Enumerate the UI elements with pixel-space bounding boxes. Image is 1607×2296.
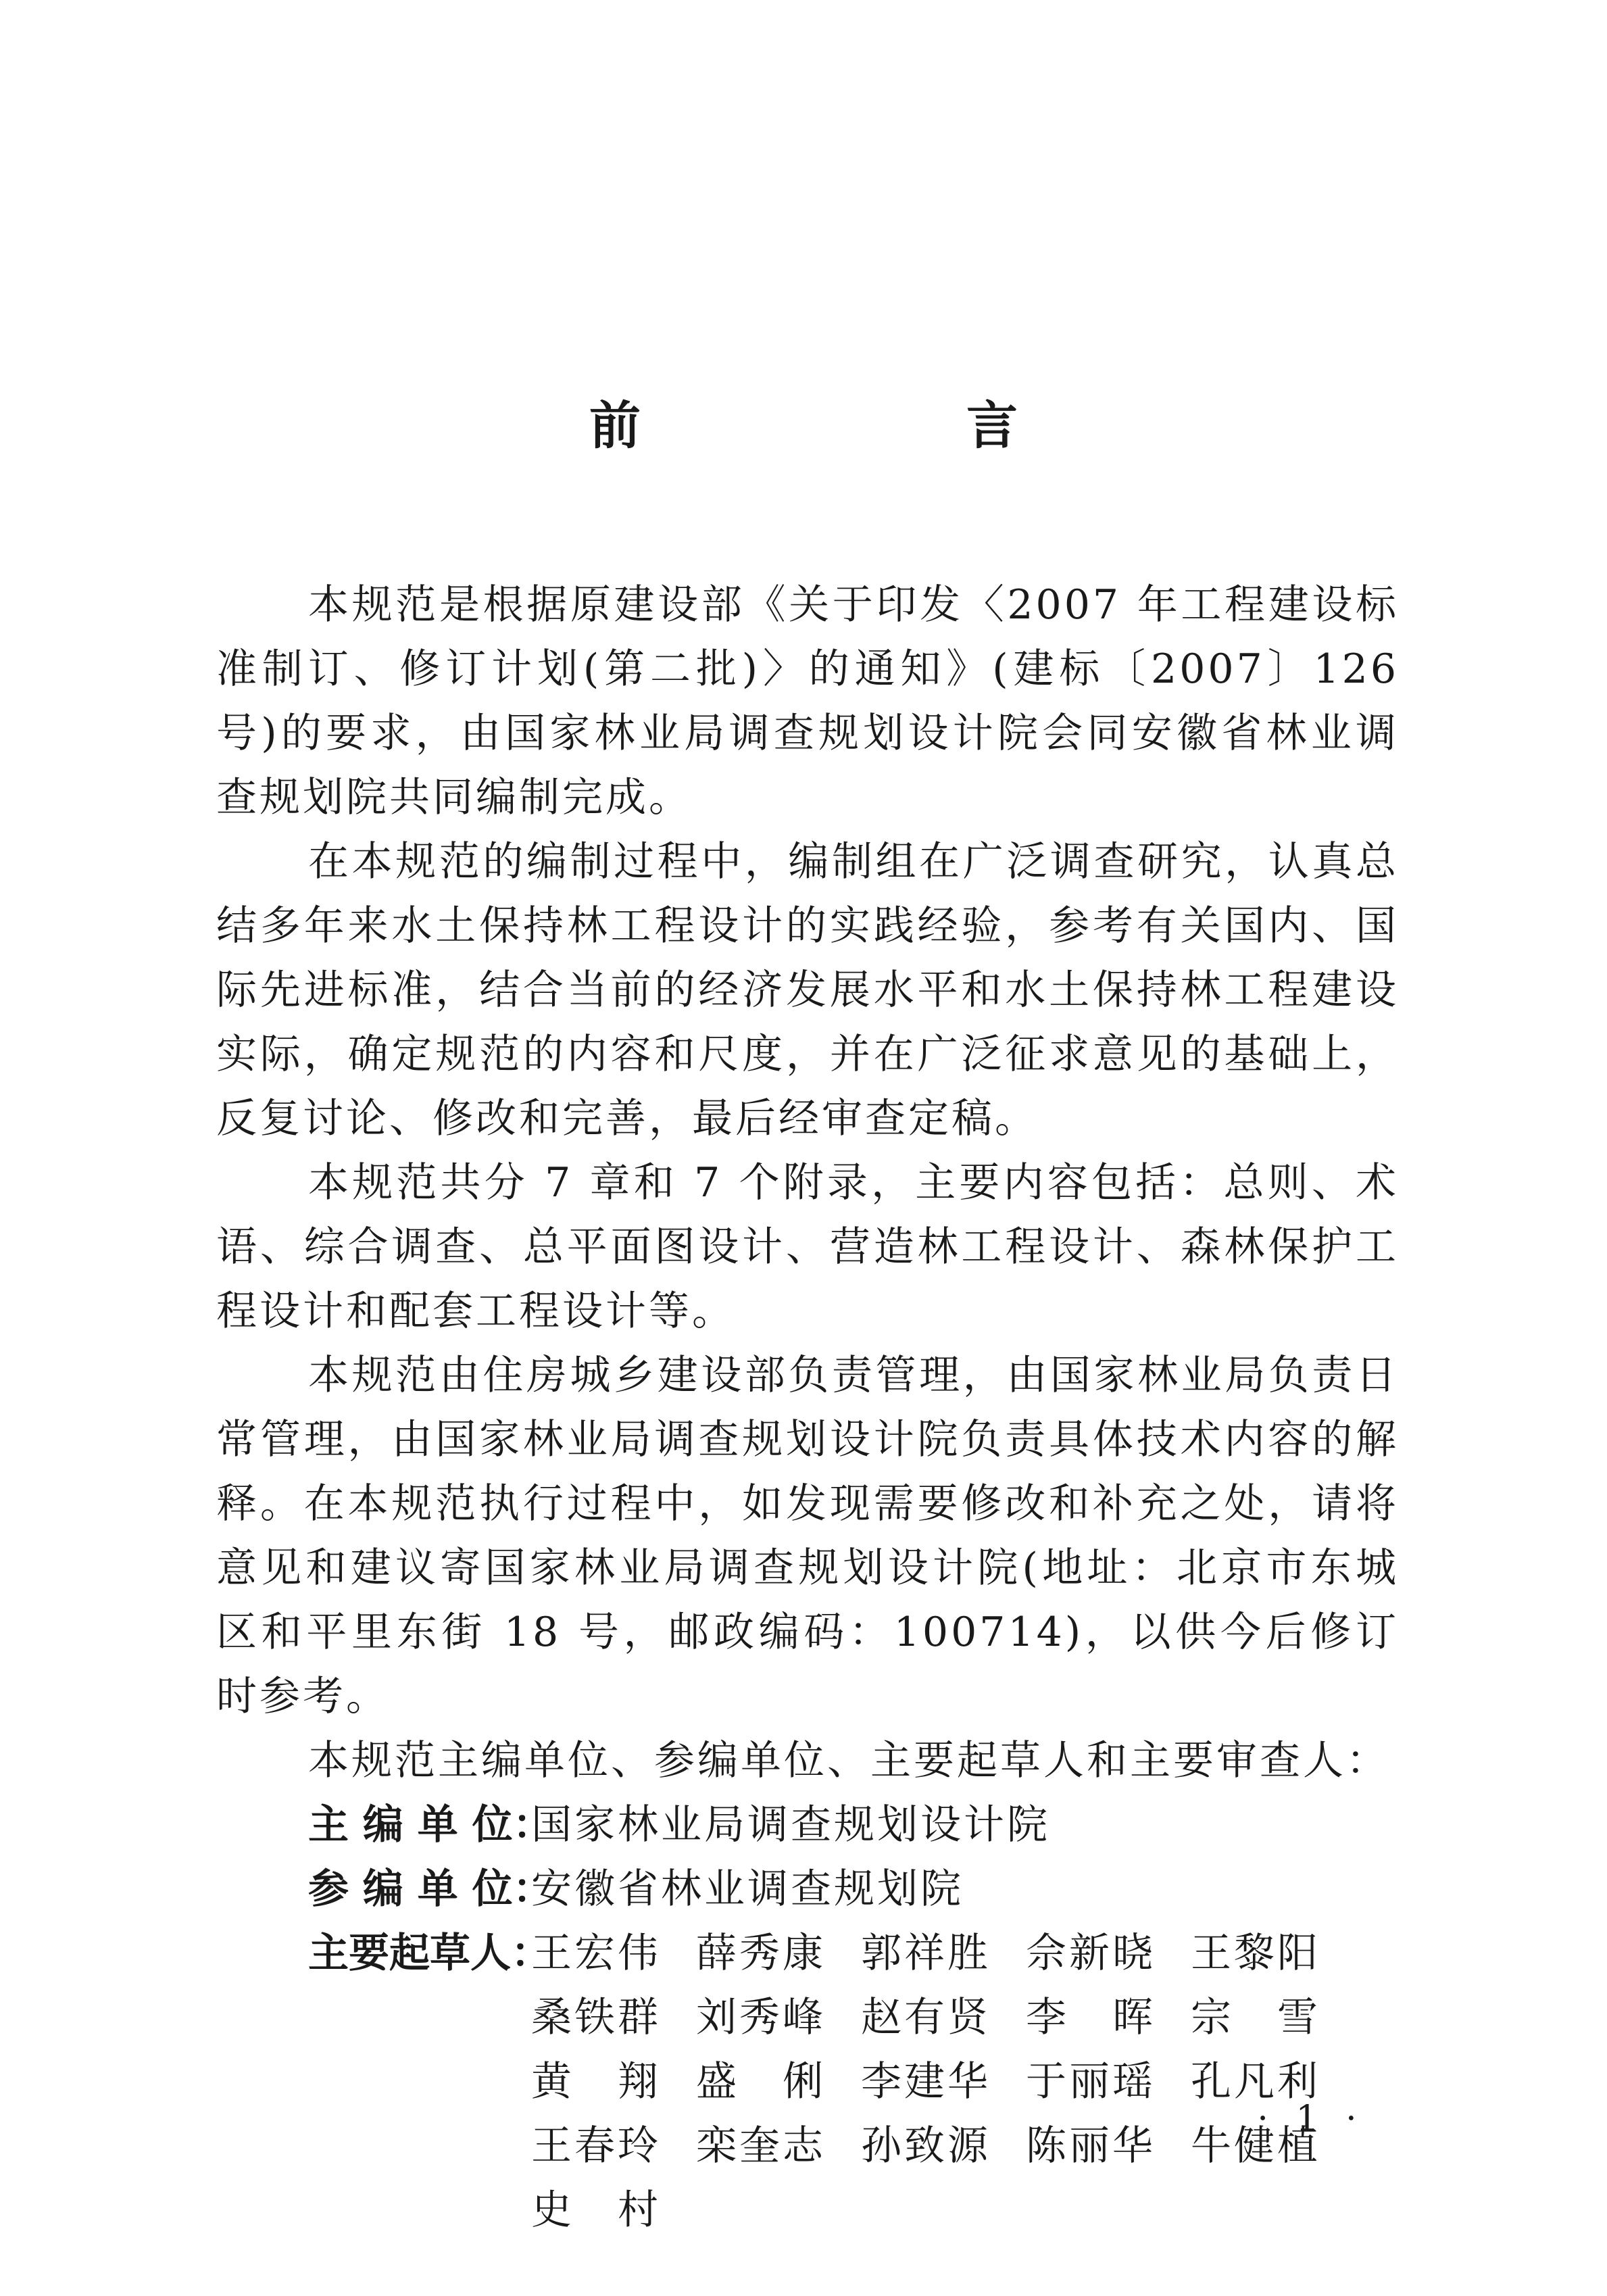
drafter-name: 于丽瑶 [1026,2058,1156,2105]
drafter-name: 王黎阳 [1191,1930,1320,1977]
drafter-name: 李 晖 [1026,1994,1156,2041]
paragraph-process: 在本规范的编制过程中，编制组在广泛调查研究，认真总结多年来水土保持林工程设计的实践经验，参考有关国内、国际先进标准，结合当前的经济发展水平和水土保持林工程建设实际，确定规范的内容和尺度，并在广泛征求意见的基础上，反复讨论、修改和完善，最后经审查定稿。 [216,838,1399,1142]
drafter-name: 陈丽华 [1026,2122,1156,2170]
drafter-name: 郭祥胜 [861,1930,991,1977]
paragraph-management: 本规范由住房城乡建设部负责管理，由国家林业局负责日常管理，由国家林业局调查规划设计院负责具体技术内容的解释。在本规范执行过程中，如发现需要修改和补充之处，请将意见和建议寄国家林业局调查规划设计院(地址：北京市东城区和平里东街 18 号，邮政编码：100714)，以供今后修订时参考。 [216,1352,1399,1720]
paragraph-contents: 本规范共分 7 章和 7 个附录，主要内容包括：总则、术语、综合调查、总平面图设计、营造林工程设计、森林保护工程设计和配套工程设计等。 [216,1159,1399,1335]
participating-unit-value: 安徽省林业调查规划院 [531,1865,964,1913]
chief-unit-value: 国家林业局调查规划设计院 [531,1801,1050,1849]
drafters-label: 主要起草人： [308,1930,551,1977]
chief-unit-label: 主 编 单 位： [308,1801,553,1849]
drafter-name: 王春玲 [531,2122,661,2170]
paragraph-basis: 本规范是根据原建设部《关于印发〈2007 年工程建设标准制订、修订计划(第二批)〉的通知》(建标〔2007〕126 号)的要求，由国家林业局调查规划设计院会同安徽省林业调查规划院共同编制完成。 [216,581,1399,821]
drafter-name: 牛健植 [1191,2122,1320,2170]
drafter-name: 黄 翔 [531,2058,661,2105]
credits-section [216,1793,1399,2243]
drafter-name: 孙致源 [861,2122,991,2170]
drafter-name: 赵有贤 [861,1994,991,2041]
drafter-name: 佘新晓 [1026,1930,1156,1977]
credit-row-participating-unit [216,1857,1399,1922]
drafter-name: 薛秀康 [696,1930,826,1977]
drafter-name: 史 村 [531,2187,661,2234]
drafter-name: 桑铁群 [531,1994,661,2041]
drafter-name: 王宏伟 [531,1930,661,1977]
credit-row-drafters [216,1922,1399,2243]
drafter-name: 盛 俐 [696,2058,826,2105]
drafter-name: 孔凡利 [1191,2058,1320,2105]
drafter-name: 李建华 [861,2058,991,2105]
drafter-name: 栾奎志 [696,2122,826,2170]
drafters-names [531,1922,1356,2243]
drafter-name: 宗 雪 [1191,1994,1320,2041]
page-title: 前 言 [589,395,1092,456]
paragraph-credits-intro: 本规范主编单位、参编单位、主要起草人和主要审查人： [308,1737,1389,1784]
credit-row-chief-unit [216,1793,1399,1857]
document-body [216,573,1399,2243]
page-number: · 1 · [1257,2099,1365,2139]
drafter-name: 刘秀峰 [696,1994,826,2041]
participating-unit-label: 参 编 单 位： [308,1865,553,1913]
